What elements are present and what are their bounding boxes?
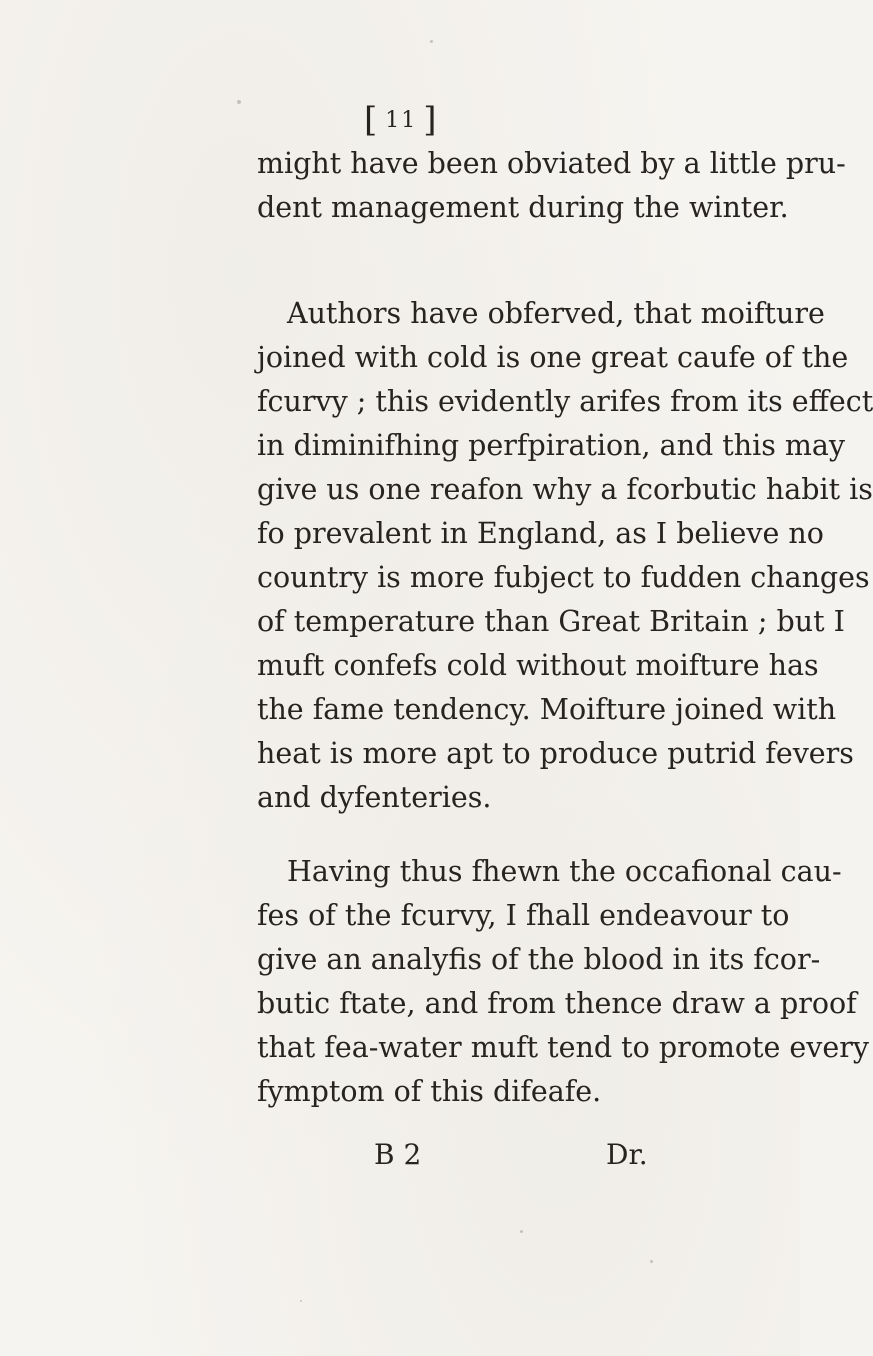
folio-bracket-open: [: [364, 100, 380, 140]
text-line: fo prevalent in England, as I believe no: [257, 517, 824, 550]
text-line: muft confefs cold without moifture has: [257, 649, 819, 682]
paper-speck: [430, 40, 433, 43]
text-line: country is more fubject to fudden changes: [257, 561, 870, 594]
text-line: the fame tendency. Moifture joined with: [257, 693, 837, 726]
catchword: Dr.: [606, 1138, 648, 1171]
text-line: heat is more apt to produce putrid fevers: [257, 737, 854, 770]
page-number: [364, 100, 439, 140]
text-line: Having thus fhewn the occafional cau-: [287, 855, 842, 888]
text-line: of temperature than Great Britain ; but I: [257, 605, 845, 638]
text-line: dent management during the winter.: [257, 191, 789, 224]
paper-speck: [237, 100, 241, 104]
paper-speck: [650, 1260, 653, 1263]
signature-mark: B 2: [374, 1138, 422, 1171]
paper-speck: [520, 1230, 523, 1233]
text-line: butic ftate, and from thence draw a proof: [257, 987, 857, 1020]
text-line: fymptom of this difeafe.: [257, 1075, 602, 1108]
paper-speck: [300, 1300, 302, 1302]
text-line: joined with cold is one great caufe of the: [257, 341, 849, 374]
folio-number: 11: [385, 108, 418, 133]
text-line: Authors have obferved, that moifture: [287, 297, 825, 330]
text-line: that fea-water muft tend to promote every: [257, 1031, 869, 1064]
text-line: and dyfenteries.: [257, 781, 492, 814]
text-line: fcurvy ; this evidently arifes from its effect: [257, 385, 873, 418]
text-line: in diminifhing perfpiration, and this may: [257, 429, 846, 462]
folio-bracket-close: ]: [423, 100, 439, 140]
text-line: might have been obviated by a little pru-: [257, 147, 846, 180]
text-line: give an analyfis of the blood in its fcor-: [257, 943, 821, 976]
text-line: fes of the fcurvy, I fhall endeavour to: [257, 899, 790, 932]
text-line: give us one reafon why a fcorbutic habit is: [257, 473, 873, 506]
